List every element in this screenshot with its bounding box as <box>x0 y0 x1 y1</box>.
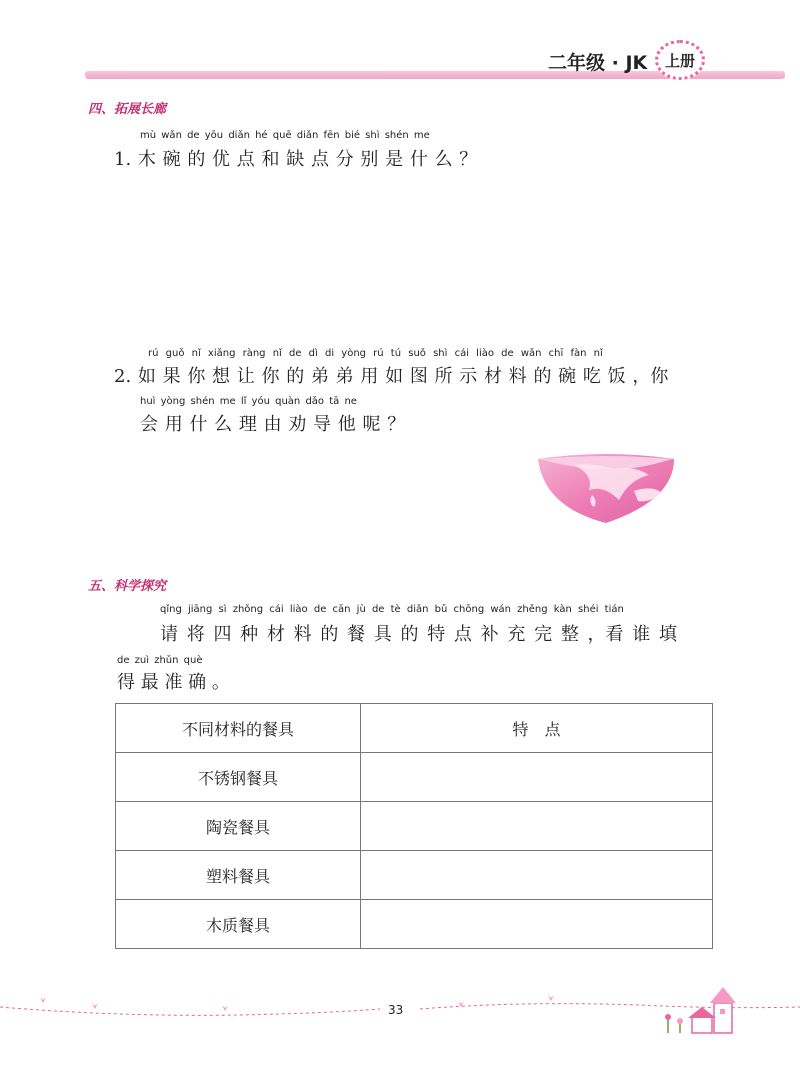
table-header-row <box>116 704 713 753</box>
q2-text-line2: 会 用 什 么 理 由 劝 导 他 呢 ？ <box>140 414 406 435</box>
header-grade: 二年级 · JK <box>548 52 648 74</box>
row-label: 塑料餐具 <box>116 851 361 900</box>
feature-answer-cell[interactable] <box>361 753 713 802</box>
row-label: 不锈钢餐具 <box>116 753 361 802</box>
s5-pinyin-line1: qǐng jiāng sì zhǒng cái liào de cān jù de tè diǎn bǔ chōng wán zhěng kàn shéi tián <box>160 604 624 615</box>
volume-label: 上册 <box>664 51 695 70</box>
heart-icon <box>40 995 554 1011</box>
q2-pinyin-line2: huì yòng shén me lǐ yóu quàn dǎo tā ne <box>140 396 357 407</box>
header-features: 特 点 <box>361 704 713 753</box>
house-decoration-icon <box>665 987 736 1033</box>
section-title-science: 五、科学探究 <box>88 579 167 594</box>
table-row <box>116 802 713 851</box>
feature-answer-cell[interactable] <box>361 900 713 949</box>
s5-text-line2: 得 最 准 确 。 <box>117 672 230 693</box>
tableware-table <box>115 703 713 949</box>
q1-pinyin: mù wǎn de yōu diǎn hé quē diǎn fēn bié shì shén me <box>140 130 430 141</box>
row-label: 木质餐具 <box>116 900 361 949</box>
q2-pinyin-line1: rú guǒ nǐ xiǎng ràng nǐ de dì di yòng rú tú suǒ shì cái liào de wǎn chī fàn nǐ <box>148 348 603 359</box>
q2-text-line1: 2. 如 果 你 想 让 你 的 弟 弟 用 如 图 所 示 材 料 的 碗 吃 饭 ，你 <box>114 366 669 387</box>
table-row <box>116 900 713 949</box>
page-number: 33 <box>388 1003 404 1017</box>
row-label: 陶瓷餐具 <box>116 802 361 851</box>
section-title-extension: 四、拓展长廊 <box>88 102 167 117</box>
header-material: 不同材料的餐具 <box>116 704 361 753</box>
volume-badge <box>655 40 705 80</box>
q1-text: 1. 木 碗 的 优 点 和 缺 点 分 别 是 什 么 ？ <box>114 149 478 170</box>
feature-answer-cell[interactable] <box>361 851 713 900</box>
s5-text-line1: 请 将 四 种 材 料 的 餐 具 的 特 点 补 充 完 整 ，看 谁 填 <box>160 624 677 645</box>
table-row <box>116 753 713 802</box>
feature-answer-cell[interactable] <box>361 802 713 851</box>
s5-pinyin-line2: de zuì zhǔn què <box>117 655 203 666</box>
bowl-illustration <box>534 445 679 525</box>
table-row <box>116 851 713 900</box>
